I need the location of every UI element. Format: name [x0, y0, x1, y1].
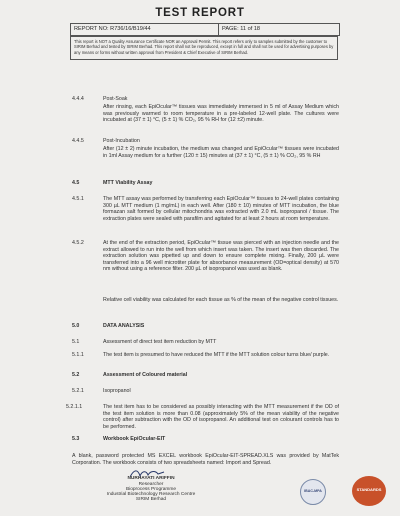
section-text: The test item has to be considered as possibly interacting with the MTT measurement if the OD of the test item solution is more than 0.08 (approximately 5% of the mean viability of the negative control) after subtraction with the OD of isopropanol. An additional test on colourant controls has to be performed. — [103, 404, 339, 430]
accreditation-logo-icon — [300, 479, 326, 505]
signatory-name: NURHAYATI ARIFFIN — [127, 476, 175, 481]
report-number: REPORT NO: R736/16/B19/44 — [71, 24, 219, 35]
standards-logo-text: STANDARDS — [356, 487, 382, 492]
page-number: PAGE: 11 of 18 — [222, 26, 261, 32]
section-text: Assessment of direct test item reduction by MTT — [103, 339, 217, 345]
signatory-title: Researcher — [138, 482, 164, 487]
section-heading: Post-Soak — [103, 96, 128, 102]
section-number: 5.1.1 — [72, 352, 84, 358]
signatory-centre: Industrial Biotechnology Research Centre — [106, 492, 196, 497]
section-heading: Assessment of Coloured material — [103, 372, 188, 378]
report-header-table — [70, 23, 340, 36]
section-text: The test item is presumed to have reduced the MTT if the MTT solution colour turns blue/ purple. — [103, 352, 330, 358]
section-heading: DATA ANALYSIS — [103, 323, 145, 329]
signatory-department: Bioprocess Programme — [125, 487, 177, 492]
section-heading: Post-Incubation — [103, 138, 140, 144]
signatory-organisation: SIRIM Berhad — [135, 497, 167, 502]
section-4-4-4-text: After rinsing, each EpiOcular™ tissues was immediately immersed in 5 ml of Assay Medium which was previously warmed to room temperature in a pre-labeled 12-well plate. The cultures were incubated at (37 ± 1) °C, (5 ± 1) % CO₂, 95 % RH for (12 ±2) minute. — [103, 104, 339, 124]
page-title: TEST REPORT — [155, 7, 245, 19]
standards-logo-icon — [352, 476, 386, 506]
section-heading: Workbook EpiOcular-EIT — [103, 436, 166, 442]
section-text: The MTT assay was performed by transferring each EpiOcular™ tissues to 24-well plates containing 300 µL MTT medium (1 mg/mL) in each well. After (180 ± 10) minutes of MTT incubation, the blue formazan salt formed by cellular mitochondria was extracted with 2.0 mL isopropanol / tissue. The extraction plates were sealed with parafilm and agitated for at least 2 hours at room temperature. — [103, 196, 339, 222]
section-4-4-5-text: After (12 ± 2) minute incubation, the medium was changed and EpiOcular™ tissues were incubated in 1ml Assay medium for a further (120 ± 15) minutes at (37 ± 1) °C, (5 ± 1) % CO₂, 95 % RH — [103, 146, 339, 159]
section-number: 5.0 — [72, 323, 80, 329]
section-number: 5.2.1 — [72, 388, 84, 394]
section-heading: MTT Viability Assay — [103, 180, 153, 186]
section-text: Isopropanol — [103, 388, 131, 394]
section-number: 5.1 — [72, 339, 80, 345]
accreditation-logo-text: IBAC-MPA — [304, 489, 322, 493]
signature-block — [86, 468, 216, 508]
section-4-5-2-text2: Relative cell viability was calculated for each tissue as % of the mean of the negative control tissues. — [103, 297, 339, 303]
section-number: 4.4.4 — [72, 96, 84, 102]
section-number: 5.3 — [72, 436, 80, 442]
disclaimer-box: This report is NOT a Quality Assurance Certificate NOR an Approval Permit. This report refers only to samples submitted by the customer to SIRIM Berhad and tested by SIRIM Berhad. This report shall not be reproduced, except in full and shall not be used for advertising purposes by any means or forms without written approval from President & Chief Executive of SIRIM Berhad. — [70, 36, 338, 60]
section-5-3-text: A blank, password protected MS EXCEL workbook EpiOcular-EIT-SPREAD.XLS was provided by MatTek Corporation. The workbook consists of two spreadsheets named: Import and Spread. — [72, 453, 339, 466]
section-number: 4.4.5 — [72, 138, 84, 144]
section-number: 4.5.1 — [72, 196, 84, 202]
section-number: 5.2.1.1 — [66, 404, 83, 410]
section-number: 4.5 — [72, 180, 80, 186]
section-number: 5.2 — [72, 372, 80, 378]
section-text: At the end of the extraction period, EpiOcular™ tissue was pierced with an injection needle and the extract allowed to run into the well from which insert was taken. The insert was then discarded. The extraction solution was pipetted up and down to ensure complete mixing. Finally, 200 µL were transferred into a 96 well microtiter plate for absorbance measurement (OD=optical density) at 570 nm without using a reference filter. 200 µL of isopropanol was used as blank. — [103, 240, 339, 273]
section-number: 4.5.2 — [72, 240, 84, 246]
